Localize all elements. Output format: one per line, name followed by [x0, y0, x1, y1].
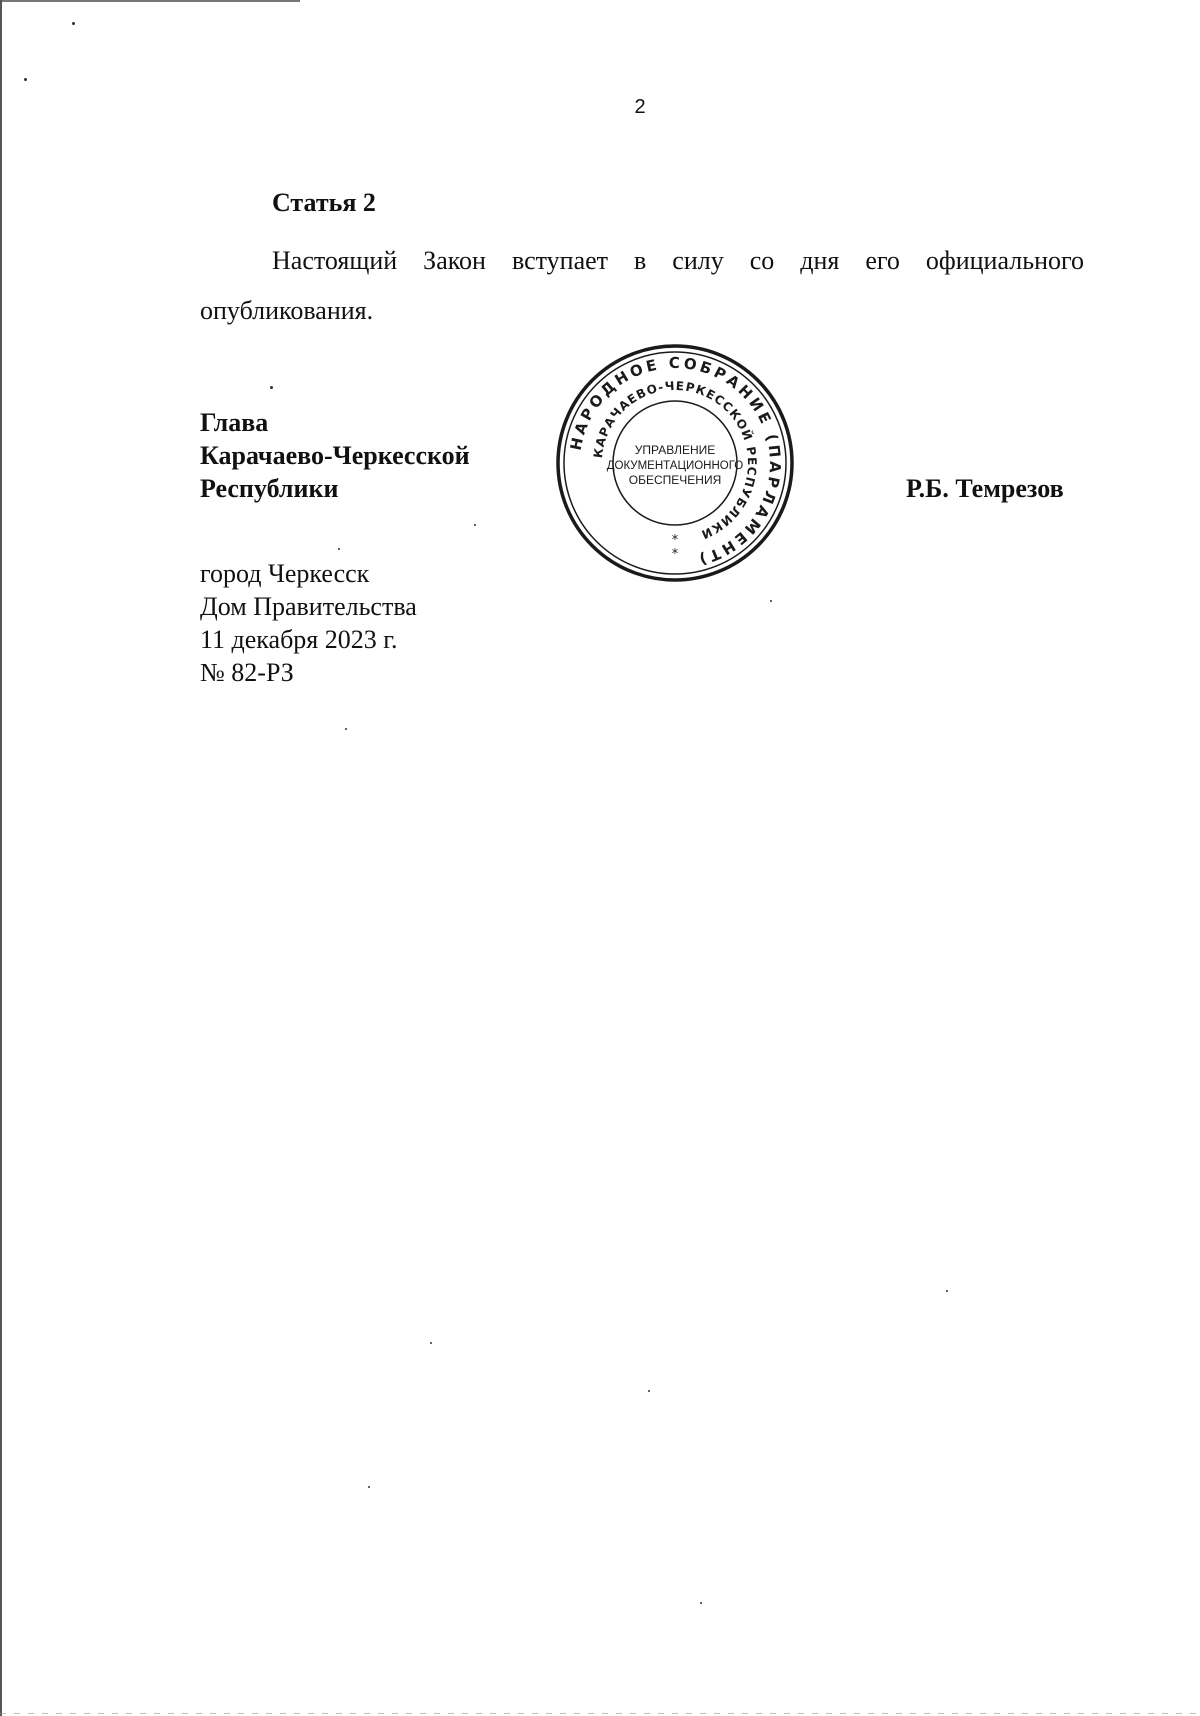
- article-text: Настоящий Закон вступает в силу со дня его официального опубликования.: [200, 246, 1084, 325]
- page-number: 2: [634, 96, 646, 118]
- scan-edge-left: [0, 0, 2, 1716]
- seal-inner-text: КАРАЧАЕВО-ЧЕРКЕССКОЙ РЕСПУБЛИКИ: [591, 378, 760, 542]
- scan-speck: [338, 548, 340, 550]
- seal-star-icon: *: [671, 533, 679, 548]
- scan-speck: [946, 1290, 948, 1292]
- scan-speck: [24, 78, 27, 81]
- signatory-title-line: Глава: [200, 408, 269, 437]
- scan-speck: [430, 1342, 432, 1344]
- scan-edge-top: [0, 0, 300, 2]
- scan-speck: [72, 22, 75, 25]
- scan-speck: [474, 524, 476, 526]
- official-seal: [554, 342, 796, 584]
- seal-outer-text: НАРОДНОЕ СОБРАНИЕ (ПАРЛАМЕНТ): [566, 353, 785, 570]
- seal-center-line: УПРАВЛЕНИЕ: [634, 443, 716, 457]
- seal-center-line: ОБЕСПЕЧЕНИЯ: [628, 473, 722, 487]
- article-heading: Статья 2: [272, 188, 376, 217]
- signatory-name: Р.Б. Темрезов: [906, 474, 1064, 503]
- scan-speck: [770, 600, 772, 602]
- scan-speck: [700, 1602, 702, 1604]
- law-number: № 82-РЗ: [200, 658, 294, 687]
- signatory-title: [200, 406, 470, 505]
- scan-edge-bottom: [0, 1713, 1200, 1714]
- signatory-title-line: Республики: [200, 474, 339, 503]
- signing-date: 11 декабря 2023 г.: [200, 625, 398, 654]
- place-date-block: [200, 557, 417, 689]
- scan-speck: [648, 1390, 650, 1392]
- scan-speck: [345, 728, 347, 730]
- city: город Черкесск: [200, 559, 370, 588]
- scan-speck: [368, 1486, 370, 1488]
- building: Дом Правительства: [200, 592, 417, 621]
- seal-center-line: ДОКУМЕНТАЦИОННОГО: [606, 460, 744, 472]
- scan-speck: [270, 386, 273, 389]
- signatory-title-line: Карачаево-Черкесской: [200, 441, 470, 470]
- seal-star-icon: *: [671, 547, 679, 562]
